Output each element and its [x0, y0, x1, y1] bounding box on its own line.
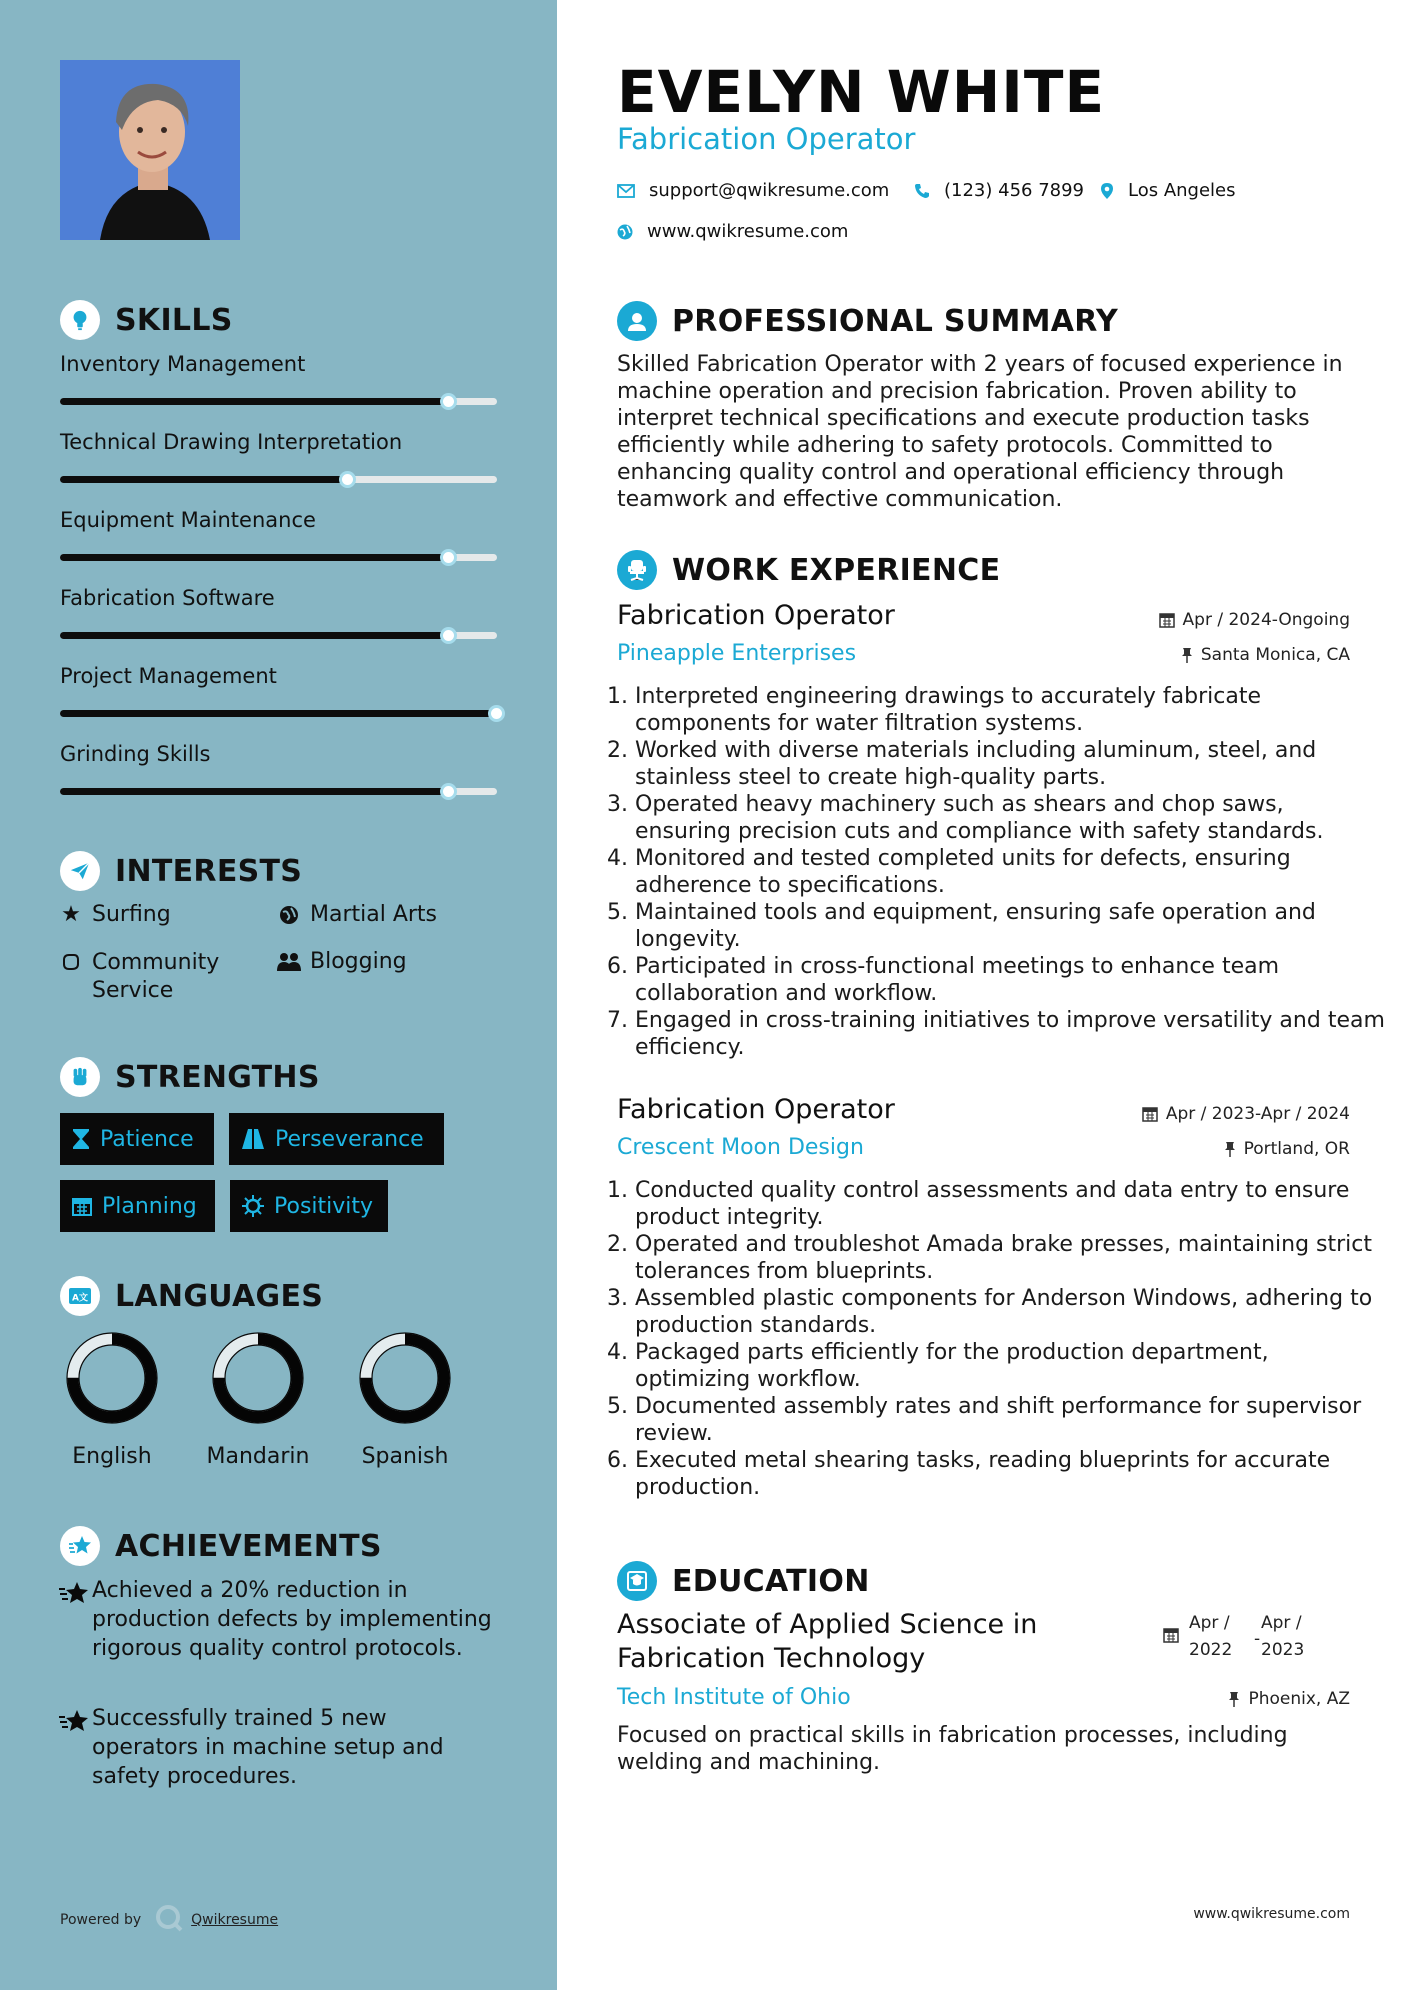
contact-location: Los Angeles	[1100, 180, 1236, 201]
powered-by: Powered by Qwikresume	[60, 1904, 278, 1936]
skill-bar	[60, 710, 497, 717]
education-heading: EDUCATION	[617, 1561, 870, 1601]
qwikresume-link[interactable]: Qwikresume	[191, 1912, 279, 1928]
skill-label: Fabrication Software	[60, 586, 275, 610]
sun-icon	[242, 1195, 264, 1217]
edu-description: Focused on practical skills in fabrication processes, including welding and machining.	[617, 1723, 1288, 1775]
calendar-icon	[1159, 612, 1175, 628]
duty-item: 3. Operated heavy machinery such as shears and chop saws, ensuring precision cuts and compliance with safety standards.	[635, 791, 1385, 845]
skill-label: Equipment Maintenance	[60, 508, 316, 532]
achievements-heading: ACHIEVEMENTS	[60, 1526, 382, 1566]
graduate-icon	[617, 1561, 657, 1601]
job-duties	[617, 1177, 1385, 1501]
star-icon: ★	[61, 902, 81, 927]
company-name: Pineapple Enterprises	[617, 641, 857, 666]
skills-heading: SKILLS	[60, 300, 233, 340]
office-chair-icon	[617, 550, 657, 590]
hand-icon	[58, 949, 84, 978]
language-label: English	[72, 1444, 152, 1469]
achievement-item: Successfully trained 5 new operators in machine setup and safety procedures.	[58, 1704, 498, 1791]
shooting-star-icon	[58, 1576, 92, 1663]
strength-tag: Positivity	[230, 1180, 388, 1232]
duty-item: 2. Operated and troubleshot Amada brake presses, maintaining strict tolerances from blueprints.	[635, 1231, 1385, 1285]
interests-heading: INTERESTS	[60, 851, 302, 891]
strength-tag: Planning	[60, 1180, 215, 1232]
skill-item	[60, 586, 500, 610]
skill-item	[60, 664, 500, 688]
duty-item: 7. Engaged in cross-training initiatives to improve versatility and team efficiency.	[635, 1007, 1385, 1061]
strength-tag: Patience	[60, 1113, 214, 1165]
skill-bar	[60, 398, 497, 405]
interest-item: Blogging	[276, 949, 407, 979]
candidate-title: Fabrication Operator	[617, 122, 916, 156]
calendar-icon	[72, 1196, 92, 1216]
job-title: Fabrication Operator	[617, 600, 895, 631]
edu-start: Apr / 2022	[1189, 1610, 1241, 1664]
main-content	[557, 0, 1407, 1990]
skill-label: Grinding Skills	[60, 742, 211, 766]
road-icon	[241, 1129, 265, 1149]
candidate-name: EVELYN WHITE	[617, 58, 1106, 126]
envelope-icon	[617, 184, 635, 198]
job-duties	[617, 683, 1385, 1061]
strength-tag: Perseverance	[229, 1113, 444, 1165]
phone-icon	[914, 183, 930, 199]
lightbulb-icon	[60, 300, 100, 340]
duty-item: 6. Participated in cross-functional meetings to enhance team collaboration and workflow.	[635, 953, 1385, 1007]
calendar-icon	[1142, 1106, 1158, 1122]
achievement-item: Achieved a 20% reduction in production defects by implementing rigorous quality control protocols.	[58, 1576, 498, 1663]
job-title: Fabrication Operator	[617, 1094, 895, 1125]
degree-title: Associate of Applied Science in Fabrication Technology	[617, 1609, 1038, 1674]
duty-item: 6. Executed metal shearing tasks, reading blueprints for accurate production.	[635, 1447, 1385, 1501]
skill-bar	[60, 632, 497, 639]
interest-item: Community Service	[58, 949, 258, 1005]
contact-phone[interactable]: (123) 456 7899	[914, 180, 1084, 201]
duty-item: 5. Maintained tools and equipment, ensuring safe operation and longevity.	[635, 899, 1385, 953]
globe-icon	[617, 224, 633, 240]
skill-item	[60, 430, 500, 454]
footer-website[interactable]: www.qwikresume.com	[1193, 1906, 1350, 1922]
duty-item: 5. Documented assembly rates and shift performance for supervisor review.	[635, 1393, 1385, 1447]
language-ring	[335, 1330, 475, 1430]
pushpin-icon	[1181, 647, 1193, 663]
interest-item: Martial Arts	[276, 902, 437, 931]
pushpin-icon	[1224, 1141, 1236, 1157]
duty-item: 2. Worked with diverse materials including aluminum, steel, and stainless steel to create high-quality parts.	[635, 737, 1385, 791]
paper-plane-icon	[60, 851, 100, 891]
skill-item	[60, 508, 500, 532]
language-item	[335, 1330, 475, 1469]
skill-label: Project Management	[60, 664, 277, 688]
job-dates: Apr / 2023-Apr / 2024	[1142, 1104, 1350, 1124]
interest-item: ★ Surfing	[58, 902, 171, 927]
job-location: Santa Monica, CA	[1181, 645, 1350, 665]
experience-heading: WORK EXPERIENCE	[617, 550, 1000, 590]
language-ring	[42, 1330, 182, 1430]
user-icon	[617, 301, 657, 341]
fist-icon	[60, 1057, 100, 1097]
summary-heading: PROFESSIONAL SUMMARY	[617, 301, 1118, 341]
language-item	[188, 1330, 328, 1469]
language-label: Mandarin	[206, 1444, 310, 1469]
school-name: Tech Institute of Ohio	[617, 1685, 851, 1710]
job-location: Portland, OR	[1224, 1139, 1350, 1159]
skill-label: Technical Drawing Interpretation	[60, 430, 403, 454]
contact-email[interactable]: support@qwikresume.com	[617, 180, 889, 201]
skill-item	[60, 742, 500, 766]
calendar-icon	[1163, 1627, 1179, 1643]
qwikresume-logo-icon	[155, 1904, 183, 1936]
language-card-icon	[60, 1276, 100, 1316]
sidebar	[0, 0, 557, 1990]
hourglass-icon	[72, 1128, 90, 1150]
language-label: Spanish	[361, 1444, 449, 1469]
pushpin-icon	[1228, 1691, 1240, 1707]
shooting-star-icon	[58, 1704, 92, 1791]
globe-icon	[276, 902, 302, 931]
profile-photo	[60, 60, 240, 240]
language-ring	[188, 1330, 328, 1430]
skill-label: Inventory Management	[60, 352, 306, 376]
users-icon	[276, 949, 302, 979]
map-pin-icon	[1100, 182, 1114, 200]
edu-end: Apr / 2023	[1261, 1613, 1305, 1660]
skill-bar	[60, 554, 497, 561]
duty-item: 4. Packaged parts efficiently for the production department, optimizing workflow.	[635, 1339, 1385, 1393]
skill-bar	[60, 476, 497, 483]
edu-separator: -	[1254, 1629, 1261, 1649]
company-name: Crescent Moon Design	[617, 1135, 864, 1160]
contact-website[interactable]: www.qwikresume.com	[617, 221, 848, 242]
skill-bar	[60, 788, 497, 795]
edu-location: Phoenix, AZ	[1228, 1689, 1350, 1709]
languages-heading: A文 LANGUAGES	[60, 1276, 323, 1316]
duty-item: 1. Interpreted engineering drawings to accurately fabricate components for water filtration systems.	[635, 683, 1385, 737]
duty-item: 4. Monitored and tested completed units for defects, ensuring adherence to specifications.	[635, 845, 1385, 899]
summary-text: Skilled Fabrication Operator with 2 years of focused experience in machine operation and precision fabrication. Proven ability to interpret technical specifications and execute production tasks efficiently while adhering to safety protocols. Committed to enhancing quality control and operational efficiency through teamwork and effective communication.	[617, 352, 1343, 512]
duty-item: 3. Assembled plastic components for Anderson Windows, adhering to production standards.	[635, 1285, 1385, 1339]
duty-item: 1. Conducted quality control assessments and data entry to ensure product integrity.	[635, 1177, 1385, 1231]
skill-item	[60, 352, 500, 376]
language-item	[42, 1330, 182, 1469]
svg-text:A文: A文	[72, 1293, 88, 1304]
star-badge-icon	[60, 1526, 100, 1566]
job-dates: Apr / 2024-Ongoing	[1159, 610, 1350, 630]
strengths-heading: STRENGTHS	[60, 1057, 320, 1097]
